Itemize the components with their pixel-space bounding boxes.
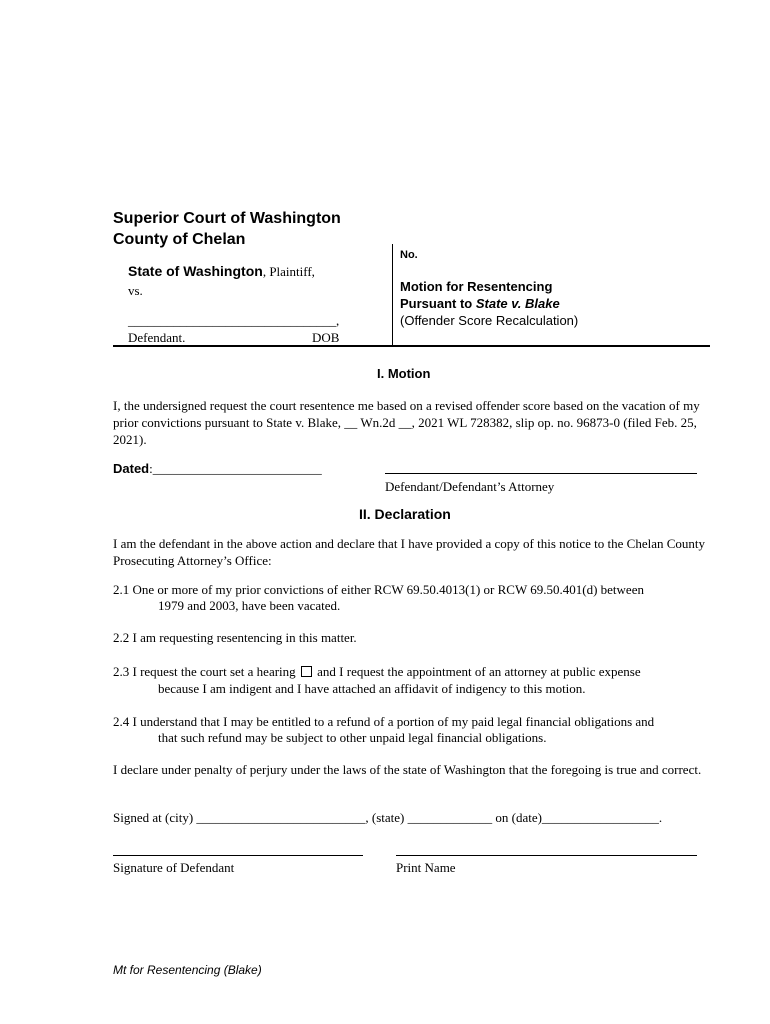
defendant-signature-label: Signature of Defendant [113, 860, 235, 875]
declaration-intro: I am the defendant in the above action and declare that I have provided a copy of this notice to the Chelan County Prosecuting Attorney’s Office: [113, 536, 706, 568]
versus-label: vs. [128, 283, 143, 298]
dob-label: DOB [312, 330, 340, 345]
county-name: County of Chelan [113, 231, 246, 248]
item-2-2: 2.2 I am requesting resentencing in this matter. [113, 630, 357, 645]
item-2-3-pre: 2.3 I request the court set a hearing [113, 664, 299, 679]
document-subtitle [400, 296, 560, 311]
attorney-signature-line[interactable] [385, 473, 697, 474]
print-name-label: Print Name [396, 860, 456, 875]
motion-heading: I. Motion [377, 366, 431, 381]
item-2-3-line2: because I am indigent and I have attached an affidavit of indigency to this motion. [158, 681, 586, 696]
declaration-heading: II. Declaration [359, 506, 451, 522]
item-2-1-line2: 1979 and 2003, have been vacated. [158, 598, 341, 613]
dated-label: Dated [113, 461, 150, 476]
item-2-3-post: and I request the appointment of an attorney at public expense [313, 664, 641, 679]
item-2-1-line1: 2.1 One or more of my prior convictions of either RCW 69.50.4013(1) or RCW 69.50.401(d) between [113, 582, 644, 597]
hearing-checkbox[interactable] [301, 666, 312, 677]
plaintiff-role: , Plaintiff, [262, 264, 315, 279]
defendant-signature-line[interactable] [113, 855, 363, 856]
attorney-signature-label: Defendant/Defendant’s Attorney [385, 479, 555, 494]
defendant-label: Defendant. [128, 330, 186, 345]
document-title: Motion for Resentencing [400, 279, 553, 294]
case-citation: State v. Blake [475, 296, 560, 311]
item-2-4-line2: that such refund may be subject to other unpaid legal financial obligations. [158, 730, 547, 745]
motion-body: I, the undersigned request the court resentence me based on a revised offender score based on the vacation of my prior convictions pursuant to State v. Blake, __ Wn.2d __, 2021 WL 728382, slip op. no. 96873-0 (filed Feb. 25, 2021). [113, 398, 700, 447]
case-number-label: No. [400, 249, 418, 261]
court-name: Superior Court of Washington [113, 210, 341, 227]
item-2-3-line1 [113, 663, 641, 680]
plaintiff-line [128, 263, 315, 280]
plaintiff-name: State of Washington [128, 263, 263, 279]
document-subtitle-parenthetical: (Offender Score Recalculation) [400, 313, 579, 328]
signed-at-line[interactable]: Signed at (city) __________________________, (state) _____________ on (date)__________________. [113, 810, 663, 825]
perjury-statement: I declare under penalty of perjury under the laws of the state of Washington that the foregoing is true and correct. [113, 762, 702, 777]
caption-bottom-rule [113, 345, 710, 347]
item-2-4-line1: 2.4 I understand that I may be entitled to a refund of a portion of my paid legal financial obligations and [113, 714, 655, 729]
page-footer: Mt for Resentencing (Blake) [113, 963, 262, 977]
subtitle-prefix: Pursuant to [400, 296, 476, 311]
print-name-line[interactable] [396, 855, 697, 856]
dated-line[interactable] [113, 460, 322, 478]
defendant-name-blank[interactable]: ________________________________, [128, 313, 340, 328]
caption-vertical-divider [392, 244, 393, 345]
dated-blank: :__________________________ [149, 461, 322, 476]
